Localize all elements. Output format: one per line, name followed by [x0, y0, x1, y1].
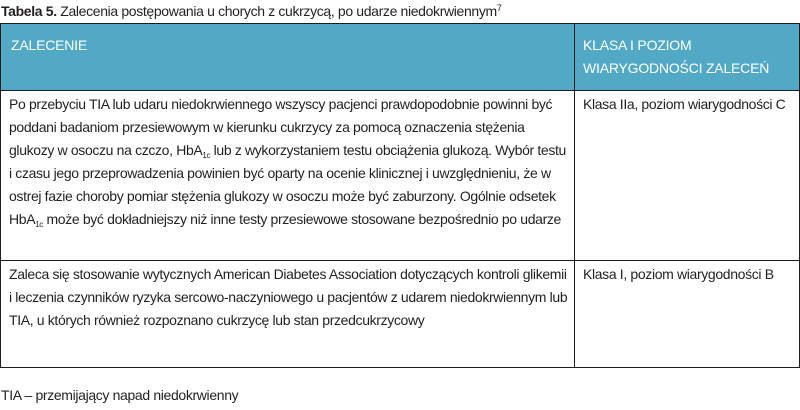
table-header-row: [1, 24, 800, 91]
caption-text: Zalecenia postępowania u chorych z cukrzycą, po udarze niedokrwiennym: [56, 3, 497, 19]
hba1c-base: HbA: [9, 211, 36, 227]
recommendation-cell: [1, 91, 575, 261]
table-row: [1, 261, 800, 368]
table-row: [1, 91, 800, 261]
hba1c-term: [176, 142, 210, 158]
hba1c-subscript: 1c: [35, 220, 43, 229]
recommendations-table: [0, 23, 800, 368]
class-level-cell: Klasa I, poziom wiarygodności B: [575, 261, 800, 368]
recommendation-text-part: lub z wykorzystaniem testu obciążenia glukozą. Wybór testu i czasu jego przeprowadzenia powinien być oparty na ocenie klinicznej i uwzględnieniu, że w ostrej fazie choroby pomiar stężenia glukozy w osoczu może być zaburzony. Ogólnie odsetek: [9, 142, 566, 204]
hba1c-base: HbA: [176, 142, 203, 158]
table-caption: [1, 2, 501, 20]
caption-label: Tabela 5.: [1, 3, 57, 19]
recommendation-text-part: Po przebyciu TIA lub udaru niedokrwiennego wszyscy pacjenci prawdopodobnie powinni być poddani badaniom przesiewowym w kierunku cukrzycy za pomocą oznaczenia stężenia glukozy w osoczu na czczo,: [9, 96, 553, 158]
class-level-cell: Klasa IIa, poziom wiarygodności C: [575, 91, 800, 261]
recommendation-text-part: może być dokładniejszy niż inne testy przesiewowe stosowane bezpośrednio po udarze: [42, 211, 561, 227]
footnote: TIA – przemijający napad niedokrwienny: [1, 387, 239, 403]
hba1c-subscript: 1c: [202, 151, 211, 160]
caption-reference: 7: [496, 3, 502, 13]
hba1c-term: [9, 211, 43, 227]
header-class-level: KLASA I POZIOM WIARYGODNOŚCI ZALECEŃ: [575, 24, 800, 91]
recommendation-cell: Zaleca się stosowanie wytycznych American Diabetes Association dotyczących kontroli glikemii i leczenia czynników ryzyka sercowo-naczyniowego u pacjentów z udarem niedokrwiennym lub TIA, u których również rozpoznano cukrzycę lub stan przedcukrzycowy: [1, 261, 575, 368]
header-recommendation: ZALECENIE: [1, 24, 575, 91]
